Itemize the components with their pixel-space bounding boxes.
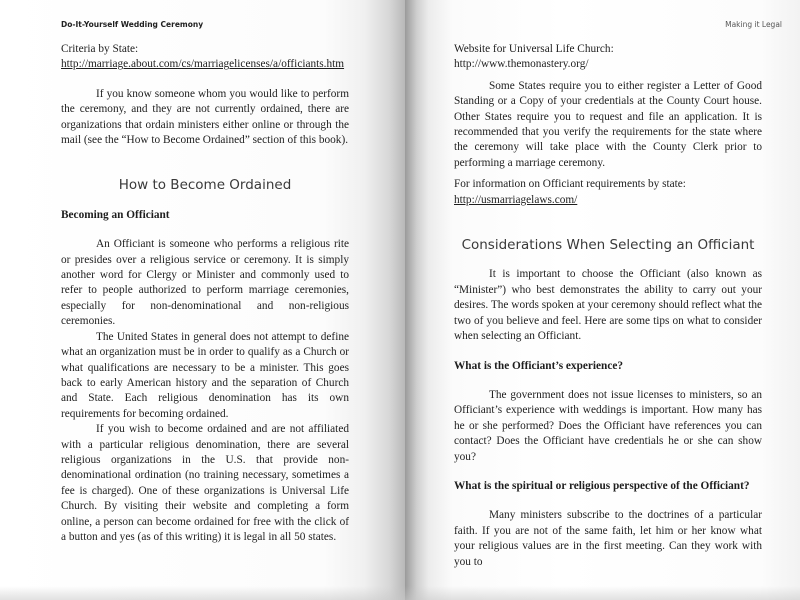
info-link[interactable]: http://usmarriagelaws.com/ (454, 193, 578, 206)
paragraph-ulc: If you wish to become ordained and are not affiliated with a particular religious denomination, there are several religious organizations in the U.S. that provide non-denominational ordination (no training necessary, sometimes a fee is charged). One of these organizations is Universal Life Church. By visiting their website and completing a form online, a person can become ordained for free with the click of a button and yes (as of this writing) it is legal in all 50 states. (61, 423, 349, 543)
subheading-becoming-officiant: Becoming an Officiant (61, 208, 170, 221)
paragraph-us-definition: The United States in general does not attempt to define what an organization must be in order to qualify as a Church or what qualifications are necessary to be a minister. This goes back to early American history and the separation of Church and State. Each religious denomination has its own requirements for becoming ordained. (61, 330, 349, 420)
info-label: For information on Officiant requirements by state: (454, 178, 686, 191)
considerations-intro: It is important to choose the Officiant (also known as “Minister”) who best demonstrates the ability to carry out your desires. The words spoken at your ceremony should reflect what the two of you believe and feel. Here are some tips on what to consider when selecting an Officiant. (454, 268, 762, 343)
section-heading-considerations: Considerations When Selecting an Officiant (461, 237, 755, 254)
running-head-right: Making it Legal (725, 20, 782, 29)
right-page-content (454, 42, 762, 570)
left-page-content (61, 42, 349, 545)
experience-paragraph: The government does not issue licenses to ministers, so an Officiant’s experience with weddings is important. How many has he or she performed? Does the Officiant have references you can contact? Does the Officiant have credentials he or she can show you? (454, 388, 762, 463)
paragraph-officiant-definition: An Officiant is someone who performs a religious rite or presides over a religious service or ceremony. It is simply another word for Clergy or Minister and commonly used to refer to people authorized to perform marriage ceremonies, especially for non-denominational and non-religious ceremonies. (61, 238, 349, 328)
question-experience: What is the Officiant’s experience? (454, 359, 624, 372)
page-bottom-shadow (0, 586, 800, 600)
question-perspective: What is the spiritual or religious perspective of the Officiant? (454, 479, 750, 492)
perspective-paragraph: Many ministers subscribe to the doctrines of a particular faith. If you are not of the same faith, let him or her know what your religious values are in the first meeting. Can they work with you to (454, 509, 762, 568)
criteria-link[interactable]: http://marriage.about.com/cs/marriagelicenses/a/officiants.htm (61, 58, 345, 71)
section-heading-ordained: How to Become Ordained (118, 177, 292, 194)
states-paragraph: Some States require you to either register a Letter of Good Standing or a Copy of your credentials at the County Court house. Other States require you to request and file an application. It is recommended that you verify the requirements for the state where the ceremony will take place with the County Clerk prior to performing a marriage ceremony. (454, 79, 762, 169)
running-head-left: Do-It-Yourself Wedding Ceremony (61, 20, 204, 29)
right-page (405, 0, 800, 600)
website-label: Website for Universal Life Church: (454, 43, 614, 55)
criteria-label: Criteria by State: (61, 43, 139, 55)
website-link[interactable]: http://www.themonastery.org/ (454, 58, 589, 71)
intro-paragraph: If you know someone whom you would like to perform the ceremony, and they are not currently ordained, there are organizations that ordain ministers either online or through the mail (see the “How to Become Ordained” section of this book). (61, 87, 349, 147)
